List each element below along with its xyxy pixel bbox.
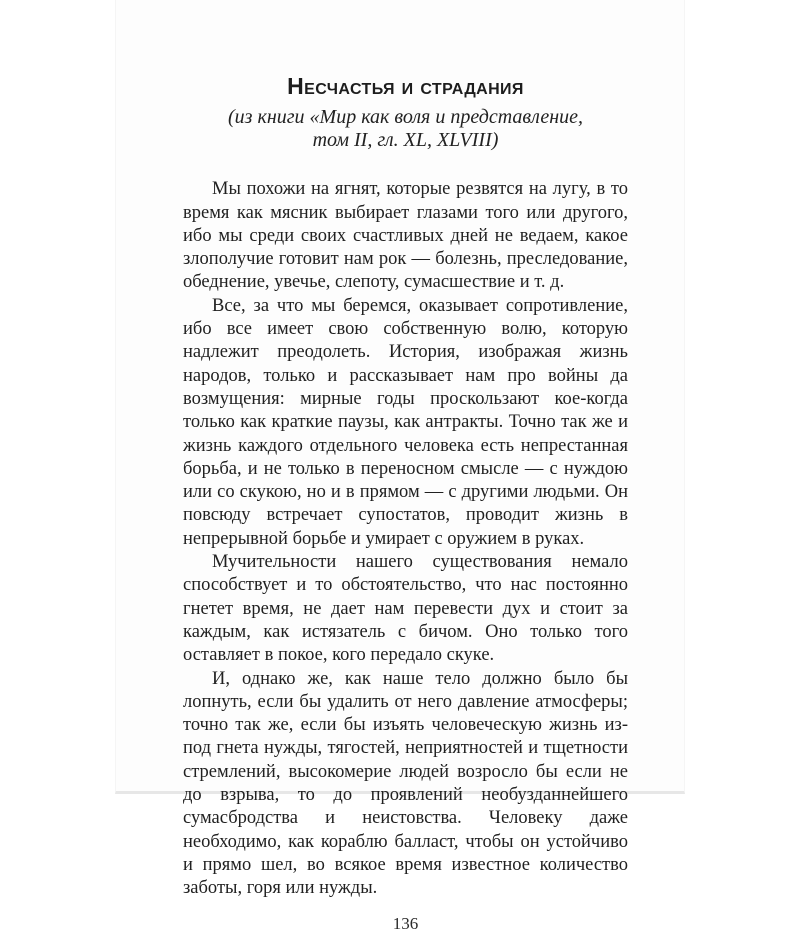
page-number: 136 <box>392 913 419 933</box>
page-content <box>116 0 684 934</box>
body-text <box>183 178 628 900</box>
chapter-subtitle <box>183 106 628 152</box>
body-paragraph: Мучительности нашего существования немало способствует и то обстоятельство, что нас постоянно гнетет время, не дает нам перевести дух и стоит за каждым, как истязатель с бичом. Оно только того оставляет в покое, кого передало скуке. <box>183 552 628 666</box>
body-paragraph: И, однако же, как наше тело должно было бы лопнуть, если бы удалить от него давление атмосферы; точно так же, если бы изъять человеческую жизнь из-под гнета нужды, тягостей, неприятностей и тщетности стремлений, высокомерие людей возросло бы если не до взрыва, то до проявлений необузданнейшего сумасбродства и неистовства. Человеку даже необходимо, как кораблю балласт, чтобы он устойчиво и прямо шел, во всякое время известное количество заботы, горя или нужды. <box>183 668 628 899</box>
subtitle-line-1: (из книги «Мир как воля и представление, <box>228 106 583 129</box>
subtitle-line-2: том II, гл. XL, XLVIII) <box>312 129 499 152</box>
chapter-title: Несчастья и страдания <box>287 73 524 99</box>
book-page <box>115 0 685 933</box>
body-paragraph: Все, за что мы беремся, оказывает сопротивление, ибо все имеет свою собственную волю, которую надлежит преодолеть. История, изображая жизнь народов, только и рассказывает нам про войны да возмущения: мирные годы проскользают кое-когда только как краткие паузы, как антракты. Точно так же и жизнь каждого отдельного человека есть непрестанная борьба, и не только в переносном смысле — с нуждою или со скукою, но и в прямом — с другими людьми. Он повсюду встречает супостатов, проводит жизнь в непрерывной борьбе и умирает с оружием в руках. <box>183 295 628 549</box>
body-paragraph: Мы похожи на ягнят, которые резвятся на лугу, в то время как мясник выбирает глазами того или другого, ибо мы среди своих счастливых дней не ведаем, какое злополучие готовит нам рок — болезнь, преследование, обеднение, увечье, слепоту, сумасшествие и т. д. <box>183 179 628 293</box>
